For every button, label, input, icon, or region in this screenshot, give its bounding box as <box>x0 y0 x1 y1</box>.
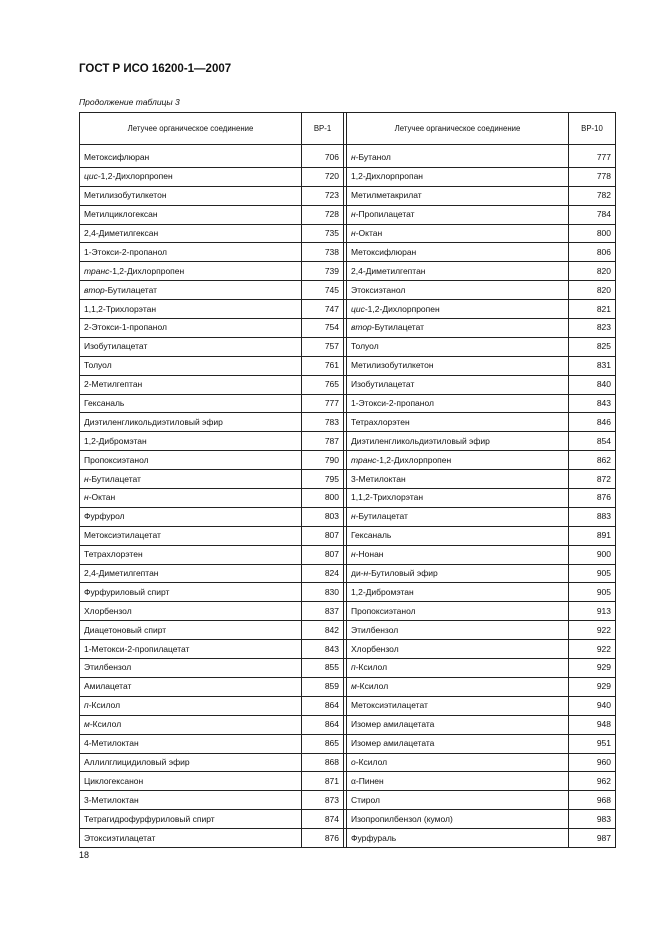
bp10-value: 929 <box>569 677 616 696</box>
bp10-value: 929 <box>569 659 616 678</box>
compound-right: н-Бутилацетат <box>347 507 569 526</box>
col-header-bp1: ВР-1 <box>302 113 344 145</box>
bp1-value: 739 <box>302 262 344 281</box>
bp10-value: 905 <box>569 564 616 583</box>
compound-left: Метоксифлюран <box>80 145 302 168</box>
table-row <box>80 621 616 640</box>
bp1-value: 837 <box>302 602 344 621</box>
compounds-table <box>79 112 616 848</box>
compound-left: 1-Этокси-2-пропанол <box>80 243 302 262</box>
table-row <box>80 696 616 715</box>
compound-left: Толуол <box>80 356 302 375</box>
bp1-value: 728 <box>302 205 344 224</box>
bp10-value: 913 <box>569 602 616 621</box>
table-row <box>80 753 616 772</box>
col-header-compound-left: Летучее органическое соединение <box>80 113 302 145</box>
compound-right: м-Ксилол <box>347 677 569 696</box>
compound-right: Хлорбензол <box>347 640 569 659</box>
compound-left: Диэтиленгликольдиэтиловый эфир <box>80 413 302 432</box>
table-row <box>80 281 616 300</box>
compound-left: н-Октан <box>80 489 302 508</box>
col-header-compound-right: Летучее органическое соединение <box>347 113 569 145</box>
table-row <box>80 489 616 508</box>
bp10-value: 900 <box>569 545 616 564</box>
compound-right: н-Октан <box>347 224 569 243</box>
compound-right: ди-н-Бутиловый эфир <box>347 564 569 583</box>
bp10-value: 784 <box>569 205 616 224</box>
table-row <box>80 337 616 356</box>
table-row <box>80 145 616 168</box>
compound-right: н-Бутанол <box>347 145 569 168</box>
table-row <box>80 545 616 564</box>
compound-right: Толуол <box>347 337 569 356</box>
bp1-value: 706 <box>302 145 344 168</box>
compound-right: 2,4-Диметилгептан <box>347 262 569 281</box>
bp1-value: 868 <box>302 753 344 772</box>
compound-right: Изомер амилацетата <box>347 734 569 753</box>
compound-right: Фурфураль <box>347 829 569 848</box>
compound-right: 1,1,2-Трихлорэтан <box>347 489 569 508</box>
bp1-value: 873 <box>302 791 344 810</box>
compound-left: Хлорбензол <box>80 602 302 621</box>
compound-left: 2,4-Диметилгептан <box>80 564 302 583</box>
compound-right: цис-1,2-Дихлорпропен <box>347 300 569 319</box>
bp10-value: 987 <box>569 829 616 848</box>
compound-right: Изопропилбензол (кумол) <box>347 810 569 829</box>
compound-right: Диэтиленгликольдиэтиловый эфир <box>347 432 569 451</box>
compound-right: 1-Этокси-2-пропанол <box>347 394 569 413</box>
bp10-value: 983 <box>569 810 616 829</box>
table-row <box>80 186 616 205</box>
bp1-value: 783 <box>302 413 344 432</box>
table-header-row <box>80 113 616 145</box>
compound-left: н-Бутилацетат <box>80 470 302 489</box>
bp10-value: 846 <box>569 413 616 432</box>
bp1-value: 723 <box>302 186 344 205</box>
bp1-value: 807 <box>302 545 344 564</box>
compound-left: цис-1,2-Дихлорпропен <box>80 167 302 186</box>
bp10-value: 821 <box>569 300 616 319</box>
bp10-value: 862 <box>569 451 616 470</box>
table-row <box>80 394 616 413</box>
compound-left: 1,2-Дибромэтан <box>80 432 302 451</box>
compound-right: α-Пинен <box>347 772 569 791</box>
table-row <box>80 243 616 262</box>
bp1-value: 735 <box>302 224 344 243</box>
bp1-value: 720 <box>302 167 344 186</box>
bp10-value: 883 <box>569 507 616 526</box>
bp10-value: 951 <box>569 734 616 753</box>
bp1-value: 864 <box>302 715 344 734</box>
table-row <box>80 507 616 526</box>
bp1-value: 777 <box>302 394 344 413</box>
bp1-value: 871 <box>302 772 344 791</box>
compound-left: Фурфуриловый спирт <box>80 583 302 602</box>
compound-right: Гексаналь <box>347 526 569 545</box>
compound-right: Метилизобутилкетон <box>347 356 569 375</box>
table-row <box>80 734 616 753</box>
bp10-value: 800 <box>569 224 616 243</box>
compound-left: транс-1,2-Дихлорпропен <box>80 262 302 281</box>
table-row <box>80 205 616 224</box>
compound-right: транс-1,2-Дихлорпропен <box>347 451 569 470</box>
bp10-value: 840 <box>569 375 616 394</box>
compound-left: втор-Бутилацетат <box>80 281 302 300</box>
compound-left: Метилизобутилкетон <box>80 186 302 205</box>
compound-right: Изомер амилацетата <box>347 715 569 734</box>
bp1-value: 761 <box>302 356 344 375</box>
compound-right: н-Нонан <box>347 545 569 564</box>
compound-left: п-Ксилол <box>80 696 302 715</box>
bp1-value: 803 <box>302 507 344 526</box>
compound-left: Метоксиэтилацетат <box>80 526 302 545</box>
compound-right: н-Пропилацетат <box>347 205 569 224</box>
bp1-value: 865 <box>302 734 344 753</box>
compound-left: 4-Метилоктан <box>80 734 302 753</box>
compound-left: Изобутилацетат <box>80 337 302 356</box>
bp10-value: 960 <box>569 753 616 772</box>
compound-right: Метилметакрилат <box>347 186 569 205</box>
bp10-value: 778 <box>569 167 616 186</box>
table-row <box>80 583 616 602</box>
compound-left: Тетрагидрофурфуриловый спирт <box>80 810 302 829</box>
table-row <box>80 300 616 319</box>
bp10-value: 782 <box>569 186 616 205</box>
compound-right: 3-Метилоктан <box>347 470 569 489</box>
bp1-value: 787 <box>302 432 344 451</box>
table-row <box>80 451 616 470</box>
table-row <box>80 262 616 281</box>
bp1-value: 824 <box>302 564 344 583</box>
compound-right: втор-Бутилацетат <box>347 319 569 338</box>
table-row <box>80 602 616 621</box>
bp10-value: 820 <box>569 281 616 300</box>
bp1-value: 876 <box>302 829 344 848</box>
compound-right: Этоксиэтанол <box>347 281 569 300</box>
bp1-value: 855 <box>302 659 344 678</box>
bp10-value: 962 <box>569 772 616 791</box>
compound-right: Пропоксиэтанол <box>347 602 569 621</box>
table-row <box>80 715 616 734</box>
bp10-value: 968 <box>569 791 616 810</box>
bp10-value: 891 <box>569 526 616 545</box>
bp10-value: 843 <box>569 394 616 413</box>
table-row <box>80 810 616 829</box>
compound-left: Гексаналь <box>80 394 302 413</box>
bp10-value: 922 <box>569 621 616 640</box>
bp1-value: 754 <box>302 319 344 338</box>
compound-right: 1,2-Дихлорпропан <box>347 167 569 186</box>
bp10-value: 872 <box>569 470 616 489</box>
bp10-value: 823 <box>569 319 616 338</box>
compound-left: м-Ксилол <box>80 715 302 734</box>
bp10-value: 777 <box>569 145 616 168</box>
compound-left: Амилацетат <box>80 677 302 696</box>
document-header: ГОСТ Р ИСО 16200-1—2007 <box>79 63 232 75</box>
bp1-value: 830 <box>302 583 344 602</box>
compound-left: 1,1,2-Трихлорэтан <box>80 300 302 319</box>
compound-left: 1-Метокси-2-пропилацетат <box>80 640 302 659</box>
compound-left: Диацетоновый спирт <box>80 621 302 640</box>
table-row <box>80 319 616 338</box>
bp10-value: 922 <box>569 640 616 659</box>
bp1-value: 874 <box>302 810 344 829</box>
compound-left: Метилциклогексан <box>80 205 302 224</box>
bp10-value: 806 <box>569 243 616 262</box>
table-row <box>80 432 616 451</box>
table-body <box>80 145 616 848</box>
bp10-value: 876 <box>569 489 616 508</box>
compound-left: Циклогексанон <box>80 772 302 791</box>
compound-left: 3-Метилоктан <box>80 791 302 810</box>
bp1-value: 790 <box>302 451 344 470</box>
table-row <box>80 791 616 810</box>
table-row <box>80 413 616 432</box>
bp1-value: 795 <box>302 470 344 489</box>
compound-left: Пропоксиэтанол <box>80 451 302 470</box>
bp10-value: 905 <box>569 583 616 602</box>
bp1-value: 800 <box>302 489 344 508</box>
compound-right: 1,2-Дибромэтан <box>347 583 569 602</box>
bp1-value: 843 <box>302 640 344 659</box>
table-row <box>80 829 616 848</box>
bp1-value: 738 <box>302 243 344 262</box>
table-row <box>80 470 616 489</box>
table-row <box>80 772 616 791</box>
table-row <box>80 640 616 659</box>
bp10-value: 825 <box>569 337 616 356</box>
compound-left: 2,4-Диметилгексан <box>80 224 302 243</box>
bp1-value: 747 <box>302 300 344 319</box>
compound-right: п-Ксилол <box>347 659 569 678</box>
table-caption: Продолжение таблицы 3 <box>79 97 180 107</box>
compound-right: Этилбензол <box>347 621 569 640</box>
bp1-value: 757 <box>302 337 344 356</box>
table-row <box>80 224 616 243</box>
compound-right: Изобутилацетат <box>347 375 569 394</box>
bp1-value: 807 <box>302 526 344 545</box>
table-row <box>80 677 616 696</box>
compound-right: Тетрахлорэтен <box>347 413 569 432</box>
bp10-value: 820 <box>569 262 616 281</box>
compound-left: Фурфурол <box>80 507 302 526</box>
table-row <box>80 659 616 678</box>
table-row <box>80 375 616 394</box>
compound-left: Этоксиэтилацетат <box>80 829 302 848</box>
compound-left: Этилбензол <box>80 659 302 678</box>
bp1-value: 842 <box>302 621 344 640</box>
bp1-value: 859 <box>302 677 344 696</box>
bp10-value: 948 <box>569 715 616 734</box>
compound-left: Тетрахлорэтен <box>80 545 302 564</box>
compound-left: 2-Этокси-1-пропанол <box>80 319 302 338</box>
compound-right: Метоксифлюран <box>347 243 569 262</box>
bp10-value: 831 <box>569 356 616 375</box>
page-number: 18 <box>79 850 90 860</box>
bp1-value: 745 <box>302 281 344 300</box>
table-row <box>80 356 616 375</box>
bp1-value: 765 <box>302 375 344 394</box>
compound-left: 2-Метилгептан <box>80 375 302 394</box>
table-row <box>80 167 616 186</box>
table-row <box>80 526 616 545</box>
compound-right: о-Ксилол <box>347 753 569 772</box>
bp10-value: 854 <box>569 432 616 451</box>
compound-right: Метоксиэтилацетат <box>347 696 569 715</box>
table-row <box>80 564 616 583</box>
col-header-bp10: ВР-10 <box>569 113 616 145</box>
compound-right: Стирол <box>347 791 569 810</box>
bp1-value: 864 <box>302 696 344 715</box>
bp10-value: 940 <box>569 696 616 715</box>
compound-left: Аллилглицидиловый эфир <box>80 753 302 772</box>
